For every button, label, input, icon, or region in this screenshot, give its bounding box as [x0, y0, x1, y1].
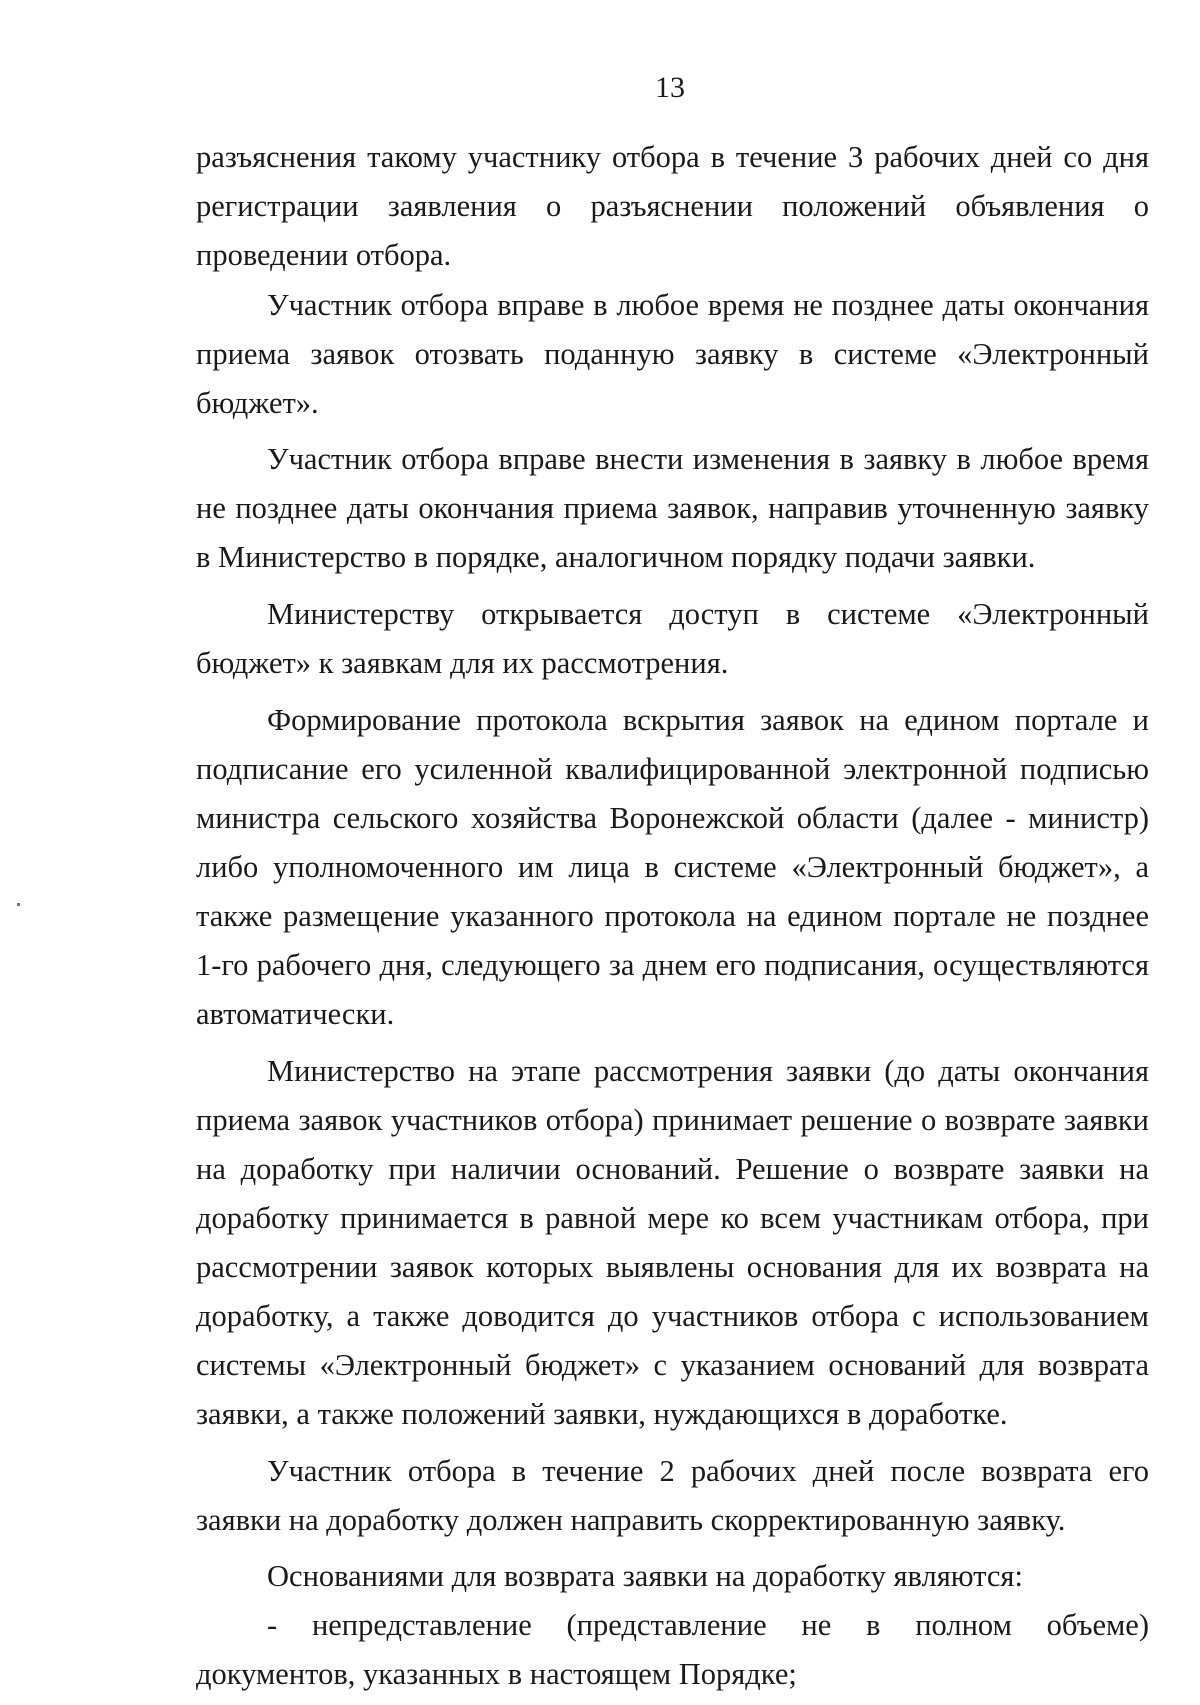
paragraph-withdraw-application: Участник отбора вправе в любое время не позднее даты окончания приема заявок отозвать поданную заявку в системе «Электронный бюджет». — [196, 288, 1149, 420]
scan-artifact — [17, 903, 20, 906]
paragraph-amend-application: Участник отбора вправе внести изменения в заявку в любое время не позднее даты окончания приема заявок, направив уточненную заявку в Министерство в порядке, аналогичном порядку подачи заявки. — [196, 442, 1149, 574]
paragraph-ministry-access: Министерству открывается доступ в системе «Электронный бюджет» к заявкам для их рассмотрения. — [196, 597, 1149, 680]
paragraph-grounds-intro: Основаниями для возврата заявки на доработку являются: — [267, 1559, 1023, 1593]
paragraph-return-for-revision: Министерство на этапе рассмотрения заявки (до даты окончания приема заявок участников отбора) принимает решение о возврате заявки на доработку при наличии оснований. Решение о возврате заявки на доработку принимается в равной мере ко всем участникам отбора, при рассмотрении заявок которых выявлены основания для их возврата на доработку, а также доводится до участников отбора с использованием системы «Электронный бюджет» с указанием оснований для возврата заявки, а также положений заявки, нуждающихся в доработке. — [196, 1054, 1149, 1431]
list-item-ground: - непредставление (представление не в полном объеме) документов, указанных в настоящем Порядке; — [196, 1608, 1149, 1691]
document-body — [196, 133, 1149, 1699]
paragraph-corrected-application: Участник отбора в течение 2 рабочих дней после возврата его заявки на доработку должен направить скорректированную заявку. — [196, 1454, 1149, 1537]
paragraph-continuation: разъяснения такому участнику отбора в течение 3 рабочих дней со дня регистрации заявления о разъяснении положений объявления о проведении отбора. — [196, 140, 1149, 272]
page-number: 13 — [655, 71, 685, 104]
paragraph-opening-protocol: Формирование протокола вскрытия заявок на едином портале и подписание его усиленной квалифицированной электронной подписью министра сельского хозяйства Воронежской области (далее - министр) либо уполномоченного им лица в системе «Электронный бюджет», а также размещение указанного протокола на едином портале не позднее 1-го рабочего дня, следующего за днем его подписания, осуществляются автоматически. — [196, 703, 1149, 1031]
